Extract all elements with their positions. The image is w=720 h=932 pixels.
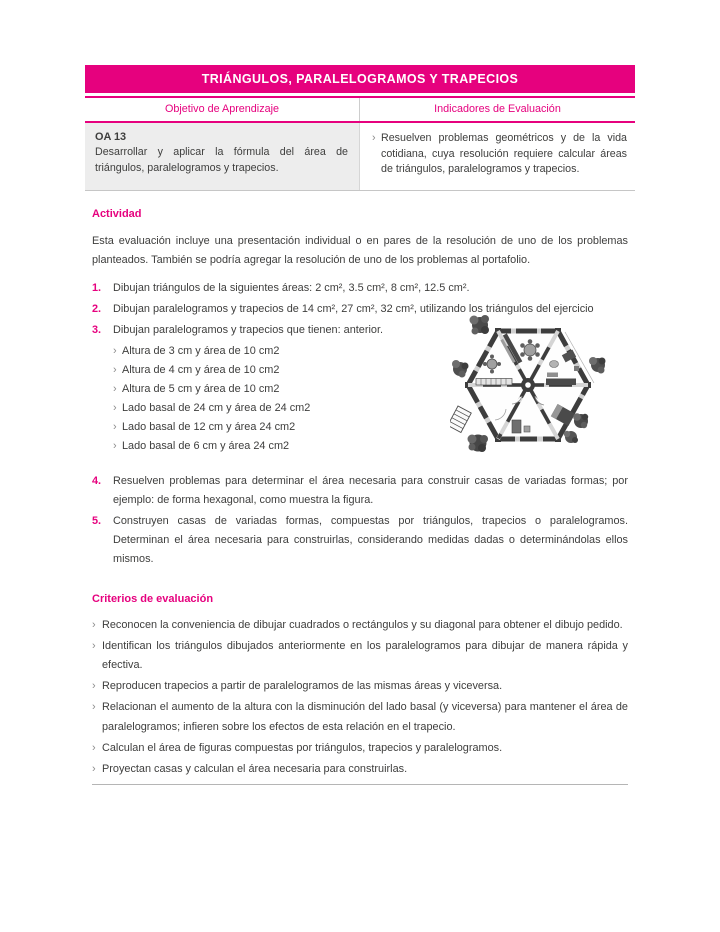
bench: [476, 379, 512, 386]
bullet-marker: ›: [92, 618, 96, 631]
bullet-marker: ›: [113, 344, 117, 357]
criteria-item: [92, 616, 628, 636]
list-item: [92, 472, 628, 510]
bullet-marker: ›: [92, 762, 96, 775]
item-text: Dibujan paralelogramos y trapecios de 14 cm², 27 cm², 32 cm², utilizando los triángulos del ejercicio: [113, 302, 594, 315]
criteria-text: Reproducen trapecios a partir de paralelogramos de las mismas áreas y viceversa.: [102, 680, 503, 693]
item-text: Resuelven problemas para determinar el área necesaria para construir casas de variadas formas; por ejemplo: de forma hexagonal, como muestra la figura.: [113, 474, 628, 506]
item-number: 1.: [92, 281, 102, 294]
criteria-text: Proyectan casas y calculan el área necesaria para construirlas.: [102, 762, 408, 775]
item-text: Dibujan paralelogramos y trapecios que tienen: anterior.: [113, 323, 384, 336]
item-number: 2.: [92, 302, 102, 315]
sub-item-text: Lado basal de 12 cm y área 24 cm2: [122, 420, 296, 433]
criteria-text: Reconocen la conveniencia de dibujar cuadrados o rectángulos y su diagonal para obtener el dibujo pedido.: [102, 618, 623, 631]
bullet-marker: ›: [92, 680, 96, 693]
objetivo-cell: [85, 123, 360, 190]
sub-item-text: Altura de 4 cm y área de 10 cm2: [122, 363, 280, 376]
indicadores-cell: [360, 123, 635, 190]
criteria-text: Relacionan el aumento de la altura con la disminución del lado basal (y viceversa) para mantener el área de paralelogramos; infieren sobre los efectos de esta relación en el trapecio.: [102, 701, 628, 733]
bullet-marker: ›: [372, 132, 376, 144]
item-text: Construyen casas de variadas formas, compuestas por triángulos, trapecios o paralelogramos. Determinan el área necesaria para construirlas, considerando medidas dadas o determinándolas ellos mismos.: [113, 514, 628, 565]
criteria-item: [92, 677, 628, 697]
criteria-text: Calculan el área de figuras compuestas por triángulos, trapecios y paralelogramos.: [102, 741, 503, 754]
criteria-item: [92, 760, 628, 780]
bullet-marker: ›: [113, 363, 117, 376]
activity-heading: Actividad: [92, 207, 142, 220]
bullet-marker: ›: [92, 639, 96, 652]
column-header-indicadores: Indicadores de Evaluación: [434, 103, 561, 115]
activity-intro: Esta evaluación incluye una presentación individual o en pares de la resolución de uno de los problemas planteados. También se podría agregar la resolución de uno de los problemas al portafolio.: [92, 234, 628, 266]
tree-icon: [573, 413, 588, 428]
bullet-marker: ›: [113, 439, 117, 452]
table-header-row: [85, 96, 635, 123]
bullet-marker: ›: [113, 420, 117, 433]
sub-item-text: Lado basal de 24 cm y área de 24 cm2: [122, 401, 311, 414]
sub-item-text: Lado basal de 6 cm y área 24 cm2: [122, 439, 290, 452]
item-text: Dibujan triángulos de la siguientes áreas: 2 cm², 3.5 cm², 8 cm², 12.5 cm².: [113, 281, 470, 294]
criteria-item: [92, 698, 628, 737]
item-number: 3.: [92, 323, 102, 336]
criteria-list: [92, 616, 628, 780]
sub-item-text: Altura de 3 cm y área de 10 cm2: [122, 344, 280, 357]
criteria-item: [92, 637, 628, 676]
document-content: [85, 65, 635, 785]
table-body-row: [85, 123, 635, 191]
sub-item-text: Altura de 5 cm y área de 10 cm2: [122, 382, 280, 395]
section-divider: [92, 784, 628, 785]
criteria-text: Identifican los triángulos dibujados anteriormente en los paralelogramos para dibujar de manera rápida y efectiva.: [102, 639, 628, 672]
oa-description: Desarrollar y aplicar la fórmula del área de triángulos, paralelogramos y trapecios.: [95, 146, 348, 174]
criteria-item: [92, 739, 628, 759]
criteria-heading: Criterios de evaluación: [92, 592, 214, 605]
page-title: TRIÁNGULOS, PARALELOGRAMOS Y TRAPECIOS: [201, 72, 519, 86]
item-number: 4.: [92, 474, 102, 487]
bullet-marker: ›: [113, 401, 117, 414]
stairs: [450, 406, 471, 432]
oa-code: OA 13: [95, 131, 127, 143]
bullet-marker: ›: [113, 382, 117, 395]
tree-icon: [589, 357, 606, 374]
title-bar: [85, 65, 635, 93]
bullet-marker: ›: [92, 701, 96, 714]
tree-icon: [564, 431, 578, 443]
list-item: [92, 512, 628, 569]
tree-icon: [452, 360, 469, 378]
tree-icon: [470, 315, 490, 335]
hexagonal-house-plan-icon: [450, 303, 640, 463]
hexagonal-house-figure: [450, 303, 640, 463]
item-number: 5.: [92, 514, 102, 527]
list-item: [92, 279, 628, 298]
indicator-text: Resuelven problemas geométricos y de la vida cotidiana, cuya resolución requiere calcular áreas de triángulos, paralelogramos y trapecios.: [381, 132, 627, 176]
bullet-marker: ›: [92, 741, 96, 754]
column-header-objetivo: Objetivo de Aprendizaje: [85, 98, 360, 121]
activity-section: [85, 208, 635, 786]
tree-icon: [468, 435, 489, 453]
